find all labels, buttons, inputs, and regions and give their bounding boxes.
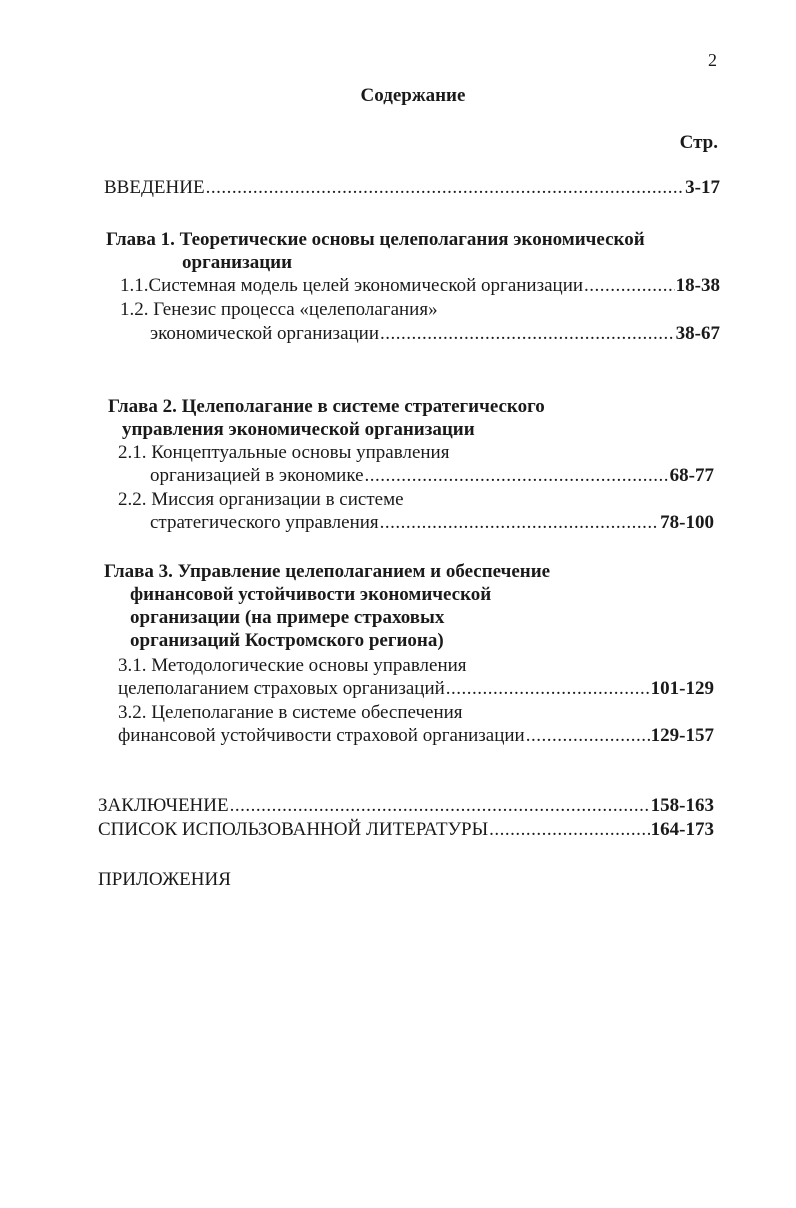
chapter3-title-line4: организаций Костромского региона) (130, 630, 444, 651)
toc-entry-pages: 129-157 (650, 725, 714, 746)
toc-entry-label: организацией в экономике (150, 465, 364, 486)
dot-leader (584, 274, 675, 298)
toc-entry-label: стратегического управления (150, 512, 379, 533)
toc-entry-conclusion[interactable] (98, 794, 714, 818)
toc-entry-pages: 101-129 (650, 678, 714, 699)
toc-entry-1-2-line1: 1.2. Генезис процесса «целеполагания» (120, 299, 438, 320)
toc-entry-label: финансовой устойчивости страховой организации (118, 725, 525, 746)
chapter1-title-line1: Глава 1. Теоретические основы целеполагания экономической (106, 229, 645, 250)
chapter3-title-line3: организации (на примере страховых (130, 607, 445, 628)
chapter3-title-line2: финансовой устойчивости экономической (130, 584, 492, 605)
toc-entry-label: ВВЕДЕНИЕ (104, 177, 205, 198)
dot-leader (489, 818, 650, 842)
toc-entry-pages: 158-163 (650, 795, 714, 816)
pages-column-label: Стр. (679, 132, 718, 153)
toc-entry-3-1-line1: 3.1. Методологические основы управления (118, 655, 467, 676)
dot-leader (380, 322, 675, 346)
chapter2-title-line1: Глава 2. Целеполагание в системе стратегического (108, 396, 545, 417)
toc-entry-3-1[interactable] (118, 677, 714, 701)
toc-entry-pages: 68-77 (669, 465, 714, 486)
page-number: 2 (708, 50, 717, 70)
toc-entry-label: СПИСОК ИСПОЛЬЗОВАННОЙ ЛИТЕРАТУРЫ (98, 819, 489, 840)
toc-entry-intro[interactable] (104, 176, 720, 200)
dot-leader (230, 794, 650, 818)
toc-entry-pages: 78-100 (660, 512, 714, 533)
page-title: Содержание (360, 85, 466, 106)
toc-entry-pages: 3-17 (685, 177, 720, 198)
chapter2-title-line2: управления экономической организации (122, 419, 475, 440)
toc-entry-pages: 18-38 (675, 275, 720, 296)
chapter3-title-line1: Глава 3. Управление целеполаганием и обеспечение (104, 561, 551, 582)
toc-entry-label: 1.1.Системная модель целей экономической организации (120, 275, 584, 296)
dot-leader (365, 464, 669, 488)
toc-entry-3-2[interactable] (118, 724, 714, 748)
toc-entry-2-2[interactable] (150, 511, 714, 535)
dot-leader (206, 176, 685, 200)
toc-entry-1-2[interactable] (150, 322, 720, 346)
toc-entry-pages: 164-173 (650, 819, 714, 840)
toc-entry-label: целеполаганием страховых организаций (118, 678, 445, 699)
toc-entry-pages: 38-67 (675, 323, 720, 344)
dot-leader (446, 677, 650, 701)
dot-leader (526, 724, 650, 748)
toc-entry-2-1-line1: 2.1. Концептуальные основы управления (118, 442, 450, 463)
toc-entry-references[interactable] (98, 818, 714, 842)
chapter1-title-line2: организации (182, 252, 293, 273)
toc-entry-label: ЗАКЛЮЧЕНИЕ (98, 795, 229, 816)
dot-leader (380, 511, 660, 535)
toc-entry-appendix[interactable]: ПРИЛОЖЕНИЯ (98, 869, 231, 890)
toc-entry-label: экономической организации (150, 323, 380, 344)
toc-entry-3-2-line1: 3.2. Целеполагание в системе обеспечения (118, 702, 463, 723)
toc-entry-2-2-line1: 2.2. Миссия организации в системе (118, 489, 404, 510)
toc-entry-2-1[interactable] (150, 464, 714, 488)
toc-entry-1-1[interactable] (120, 274, 720, 298)
